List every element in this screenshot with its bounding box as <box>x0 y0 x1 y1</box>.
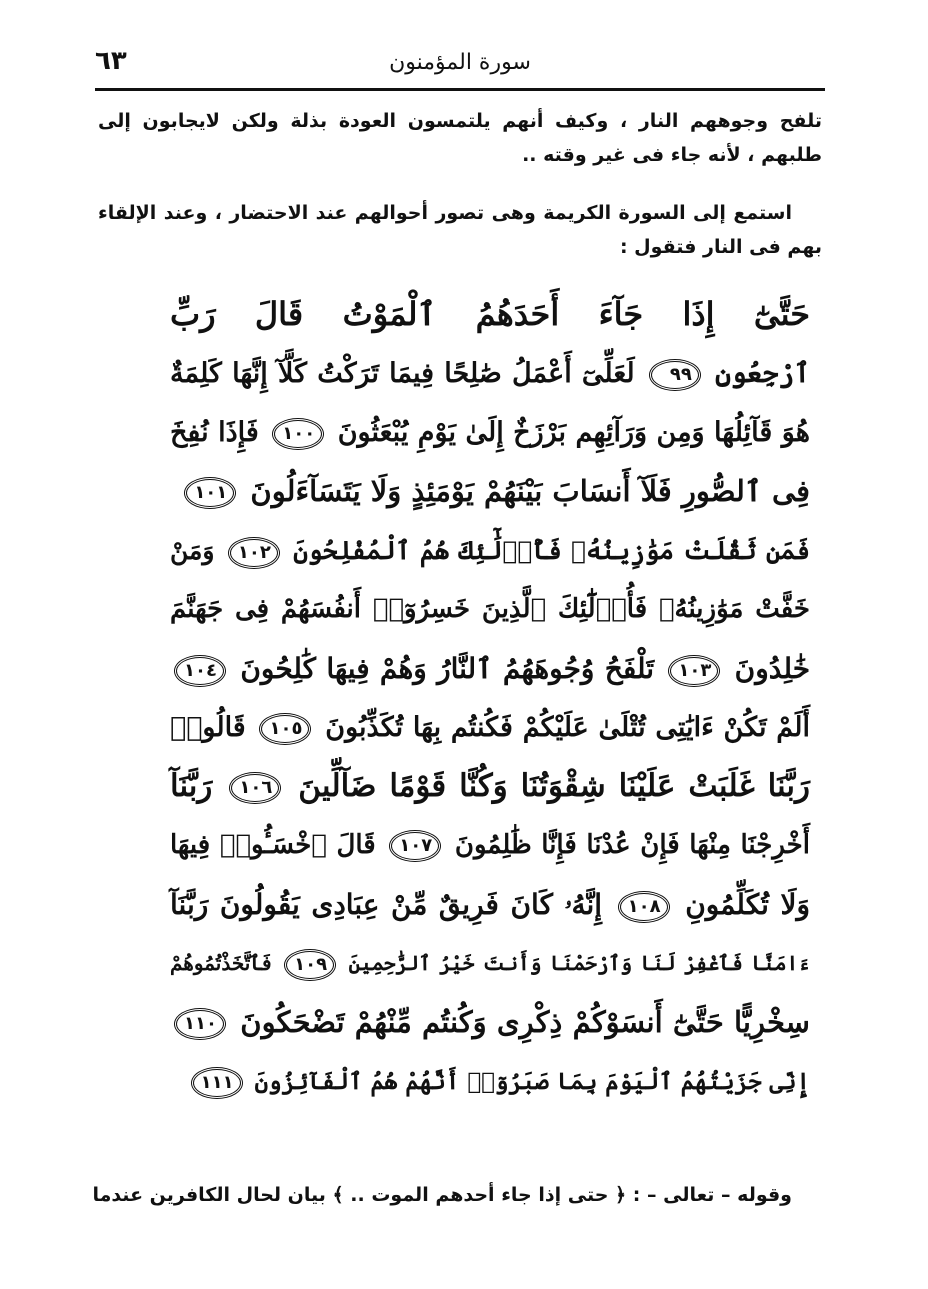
page-header <box>95 40 825 88</box>
verse-text: فَٱتَّخَذْتُمُوهُمْ <box>170 951 272 975</box>
ayah-number-marker: ١٠٥ <box>259 713 311 745</box>
ayah-number-marker: ١٠٧ <box>389 830 441 862</box>
ayah-number-marker: ١٠٢ <box>228 537 280 569</box>
ayah-number-marker: ١١٠ <box>174 1008 226 1040</box>
verse-text: أَلَمْ تَكُنْ ءَايَٰتِى تُتْلَىٰ عَلَيْكُمْ فَكُنتُم بِهَا تُكَذِّبُونَ <box>325 712 810 743</box>
paragraph-1 <box>98 104 822 172</box>
verse-text: خَفَّتْ مَوَٰزِينُهُۥ فَأُو۟لَٰٓئِكَ ٱلَّذِينَ خَسِرُوٓا۟ أَنفُسَهُمْ فِى جَهَنَّمَ <box>170 594 810 624</box>
ayah-number-marker: ١٠٩ <box>284 949 336 981</box>
verse-text: حَتَّىٰٓ إِذَا جَآءَ أَحَدَهُمُ ٱلْمَوْتُ قَالَ رَبِّ <box>170 295 810 333</box>
verse-line <box>170 757 810 816</box>
page-number: ٦٣ <box>95 46 127 76</box>
verse-line <box>170 403 810 462</box>
header-rule <box>95 88 825 91</box>
ayah-number-marker: ١٠١ <box>184 477 236 509</box>
verse-line <box>170 934 810 993</box>
verse-text: رَبَّنَا غَلَبَتْ عَلَيْنَا شِقْوَتُنَا وَكُنَّا قَوْمًا ضَآلِّينَ <box>298 768 811 804</box>
verse-line <box>170 344 810 403</box>
paragraph-text: استمع إلى السورة الكريمة وهى تصور أحوالهم عند الاحتضار ، وعند الإلقاء بهم فى النار فتقول : <box>98 202 822 258</box>
paragraph-text: تلفح وجوههم النار ، وكيف أنهم يلتمسون العودة بذلة ولكن لايجابون إلى طلبهم ، لأنه جاء فى غير وقته .. <box>98 110 822 166</box>
verse-text: قَالُوا۟ <box>170 712 246 743</box>
paragraph-2 <box>98 196 822 264</box>
verse-text: لَعَلِّىٓ أَعْمَلُ صَٰلِحًا فِيمَا تَرَكْتُ كَلَّآ إِنَّهَا كَلِمَةٌ <box>170 358 635 389</box>
verse-text: رَبَّنَآ <box>170 768 213 804</box>
verse-line <box>170 1052 810 1111</box>
verse-line <box>170 462 810 521</box>
verse-line <box>170 285 810 344</box>
ayah-number-marker: ١٠٠ <box>272 418 324 450</box>
verse-text: أَخْرِجْنَا مِنْهَا فَإِنْ عُدْنَا فَإِنَّا ظَٰلِمُونَ <box>454 830 810 860</box>
verse-line <box>170 875 810 934</box>
verse-line <box>170 521 810 580</box>
verse-text: إِنِّى جَزَيْتُهُمُ ٱلْيَوْمَ بِمَا صَبَرُوٓا۟ أَنَّهُمْ هُمُ ٱلْفَآئِزُونَ <box>254 1068 810 1095</box>
ayah-number-marker: ١٠٨ <box>618 891 670 923</box>
verse-text: وَلَا تُكَلِّمُونِ <box>685 888 811 921</box>
ayah-number-marker: ١٠٣ <box>668 655 720 687</box>
verse-text: قَالَ ٱخْسَـُٔوا۟ فِيهَا <box>170 830 376 860</box>
verse-text: هُوَ قَآئِلُهَا وَمِن وَرَآئِهِم بَرْزَخٌ إِلَىٰ يَوْمِ يُبْعَثُونَ <box>337 417 810 448</box>
verse-line <box>170 580 810 639</box>
quran-verses <box>170 285 810 1111</box>
running-title: سورة المؤمنون <box>389 50 531 75</box>
verse-text: سِخْرِيًّا حَتَّىٰٓ أَنسَوْكُمْ ذِكْرِى وَكُنتُم مِّنْهُمْ تَضْحَكُونَ <box>240 1005 810 1039</box>
verse-text: فَإِذَا نُفِخَ <box>170 417 259 448</box>
verse-text: وَمَنْ <box>170 536 215 565</box>
ayah-number-marker: ٩٩ <box>649 359 701 391</box>
verse-line <box>170 993 810 1052</box>
verse-line <box>170 816 810 875</box>
ayah-number-marker: ١١١ <box>191 1067 243 1099</box>
ayah-number-marker: ١٠٦ <box>229 772 281 804</box>
verse-text: خَٰلِدُونَ <box>734 652 811 685</box>
verse-text: ٱرْجِعُونِ <box>715 358 811 389</box>
footer-paragraph: وقوله – تعالى – : ﴿ حتى إذا جاء أحدهم الموت .. ﴾ بيان لحال الكافرين عندما <box>92 1184 792 1206</box>
ayah-number-marker: ١٠٤ <box>174 655 226 687</box>
verse-line <box>170 639 810 698</box>
verse-text: إِنَّهُۥ كَانَ فَرِيقٌ مِّنْ عِبَادِى يَقُولُونَ رَبَّنَآ <box>170 888 603 921</box>
verse-text: تَلْفَحُ وُجُوهَهُمُ ٱلنَّارُ وَهُمْ فِيهَا كَٰلِحُونَ <box>240 652 655 685</box>
verse-line <box>170 698 810 757</box>
verse-text: فِى ٱلصُّورِ فَلَآ أَنسَابَ بَيْنَهُمْ يَوْمَئِذٍ وَلَا يَتَسَآءَلُونَ <box>250 474 810 508</box>
verse-text: ءَامَنَّا فَٱغْفِرْ لَنَا وَٱرْحَمْنَا وَأَنتَ خَيْرُ ٱلرَّٰحِمِينَ <box>348 951 810 975</box>
verse-text: فَمَن ثَقُلَتْ مَوَٰزِينُهُۥ فَأُو۟لَٰٓئِكَ هُمُ ٱلْمُفْلِحُونَ <box>293 536 810 565</box>
